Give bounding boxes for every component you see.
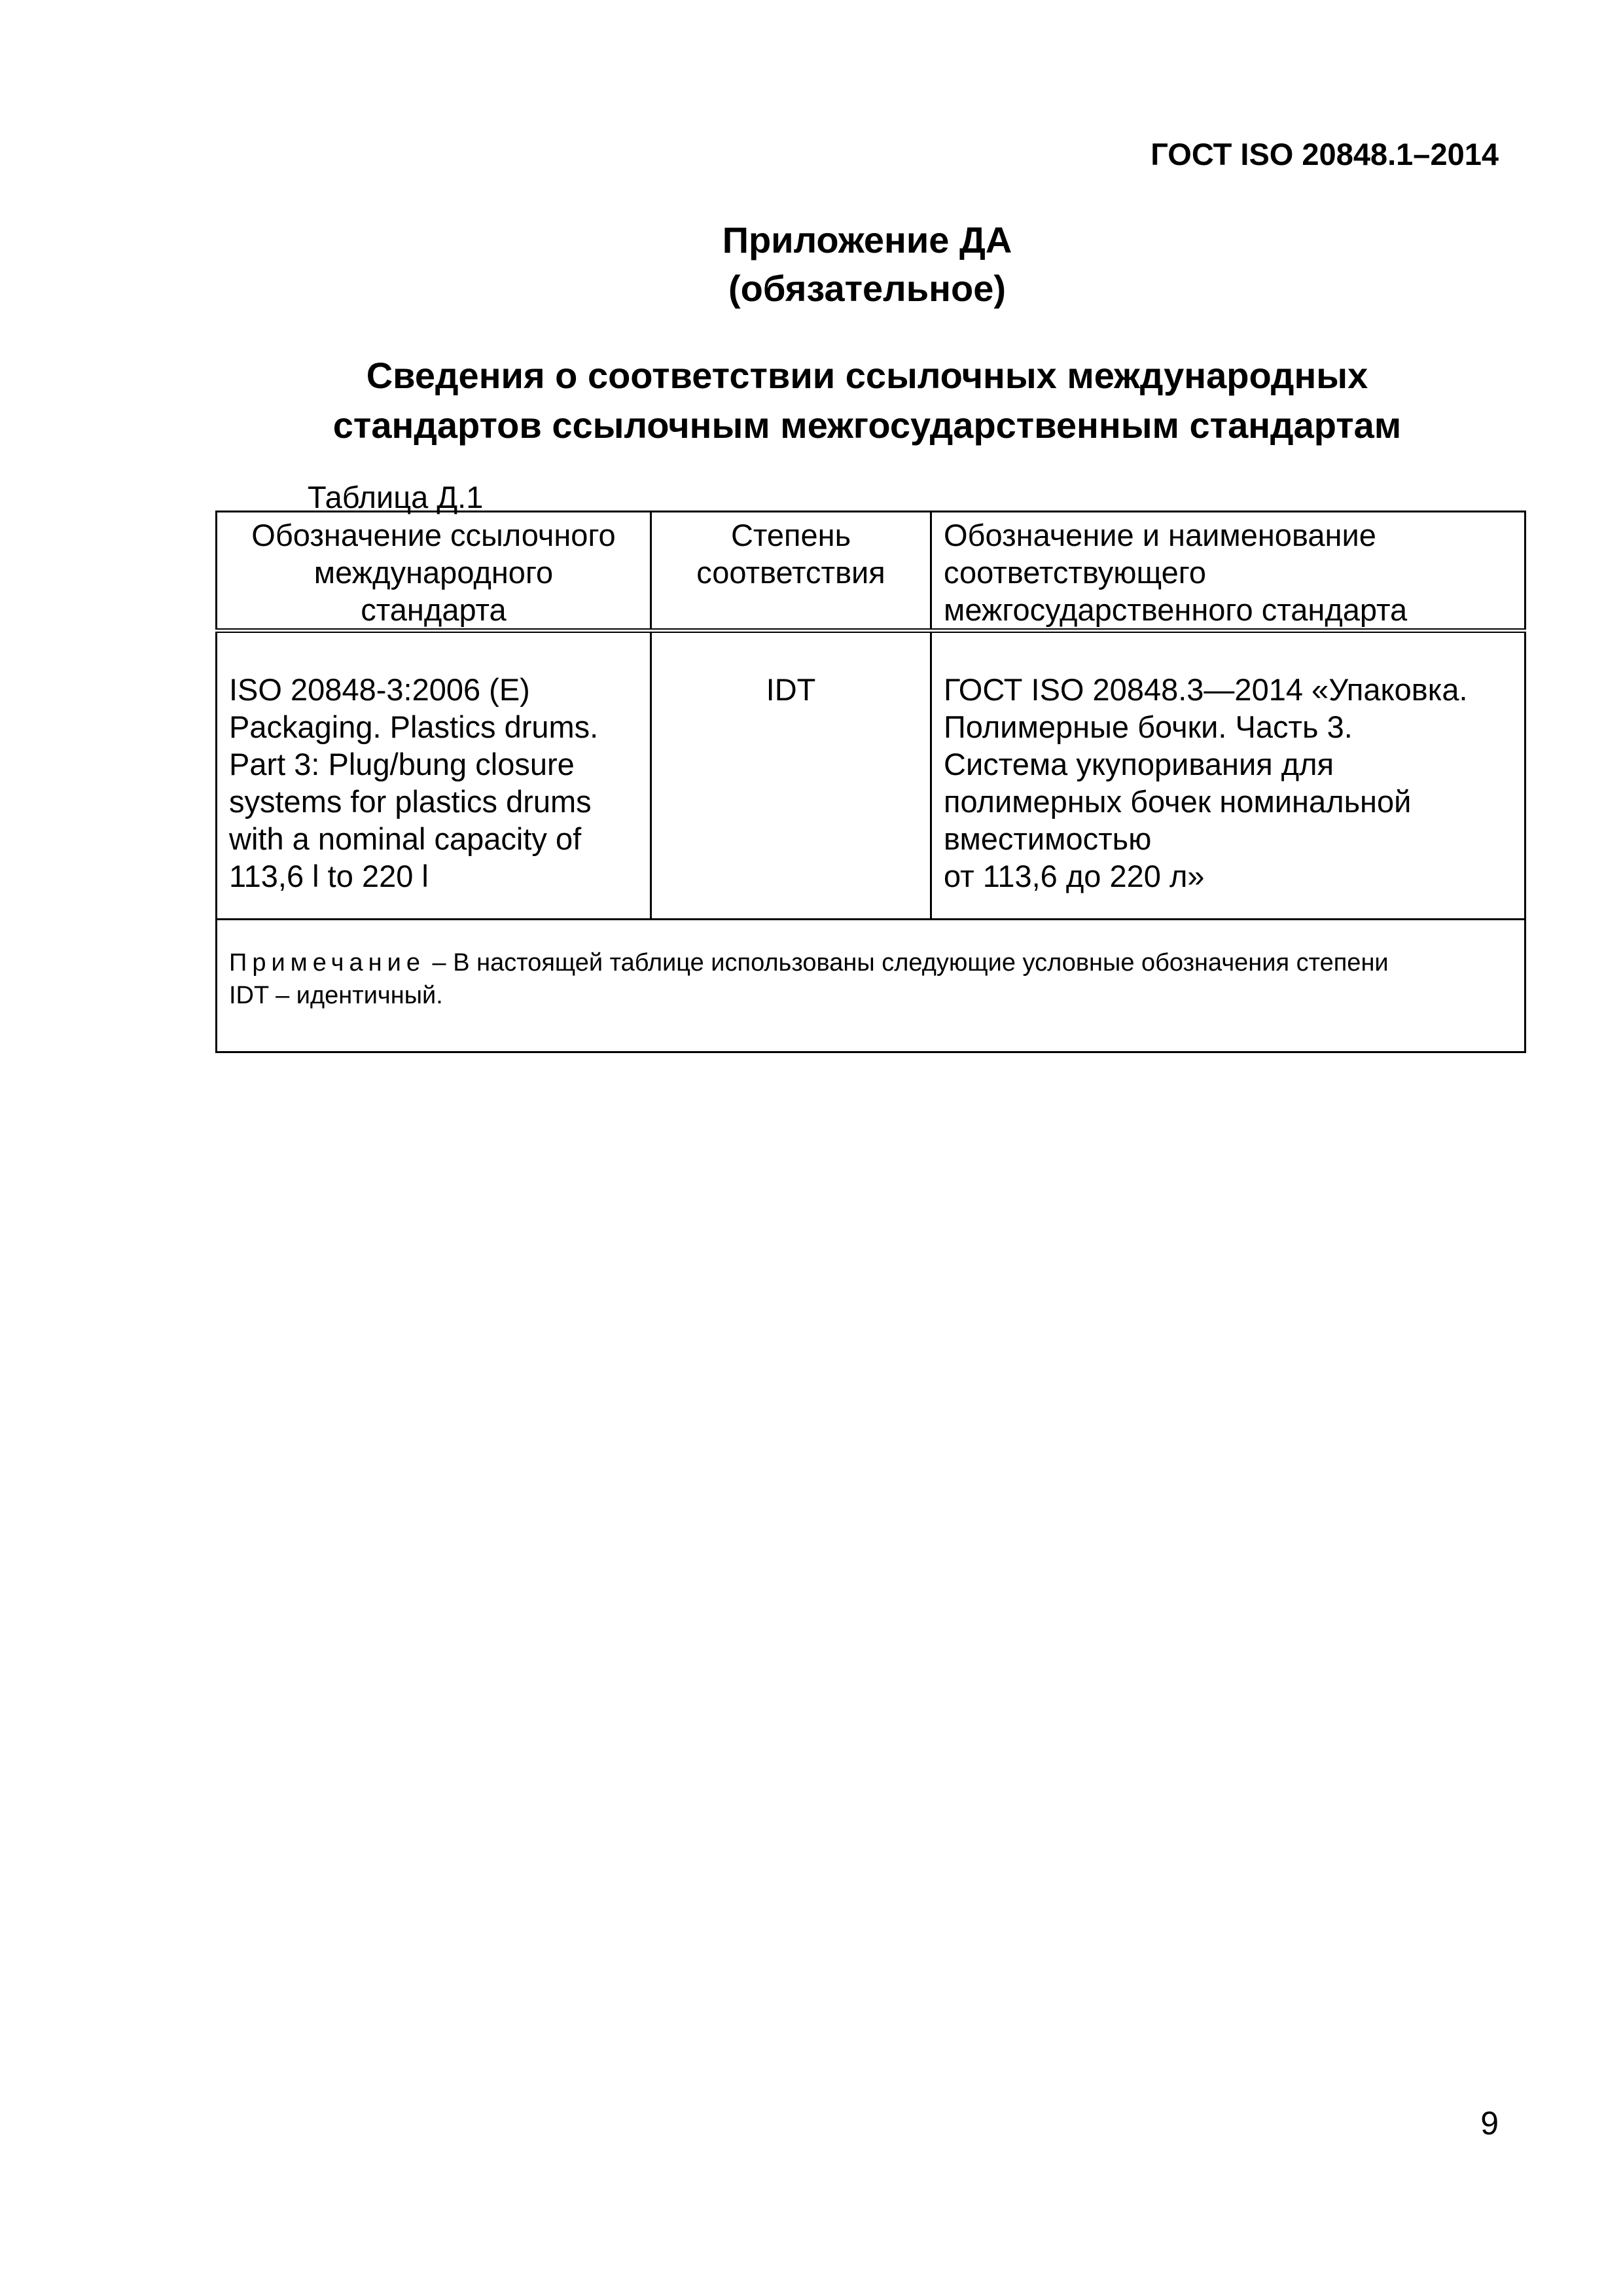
- section-title-line-1: Сведения о соответствии ссылочных международных: [366, 355, 1368, 396]
- table-caption: Таблица Д.1: [308, 480, 484, 514]
- appendix-title: [0, 216, 1623, 313]
- note-text: – В настоящей таблице использованы следующие условные обозначения степени: [425, 949, 1389, 977]
- note-line-1: [229, 949, 1389, 977]
- cell-international-standard: ISO 20848-3:2006 (E) Packaging. Plastics drums. Part 3: Plug/bung closure systems for plastics drums with a nominal capacity of 113,6 l to 220 l: [217, 631, 651, 920]
- page-number: 9: [1480, 2105, 1499, 2142]
- section-title-line-2: стандартов ссылочным межгосударственным стандартам: [332, 404, 1402, 446]
- header-international-standard: Обозначение ссылочного международного стандарта: [217, 512, 651, 631]
- cell-degree: IDT: [651, 631, 931, 920]
- appendix-title-line: Приложение ДА: [722, 219, 1012, 260]
- document-code: ГОСТ ISO 20848.1–2014: [1150, 137, 1499, 171]
- table-note: [217, 920, 1525, 1052]
- header-interstate-standard: Обозначение и наименование соответствующего межгосударственного стандарта: [931, 512, 1525, 631]
- table-row: [217, 631, 1525, 920]
- section-title: [0, 351, 1623, 450]
- table-note-row: [217, 920, 1525, 1052]
- note-line-2: IDT – идентичный.: [229, 982, 443, 1009]
- standards-table: [215, 511, 1526, 1053]
- cell-interstate-standard: ГОСТ ISO 20848.3—2014 «Упаковка. Полимерные бочки. Часть 3. Система укупоривания для полимерных бочек номинальной вместимостью от 113,6 до 220 л»: [931, 631, 1525, 920]
- note-label: Примечание: [229, 949, 425, 977]
- header-degree: Степень соответствия: [651, 512, 931, 631]
- appendix-status: (обязательное): [728, 268, 1007, 309]
- table-header-row: [217, 512, 1525, 631]
